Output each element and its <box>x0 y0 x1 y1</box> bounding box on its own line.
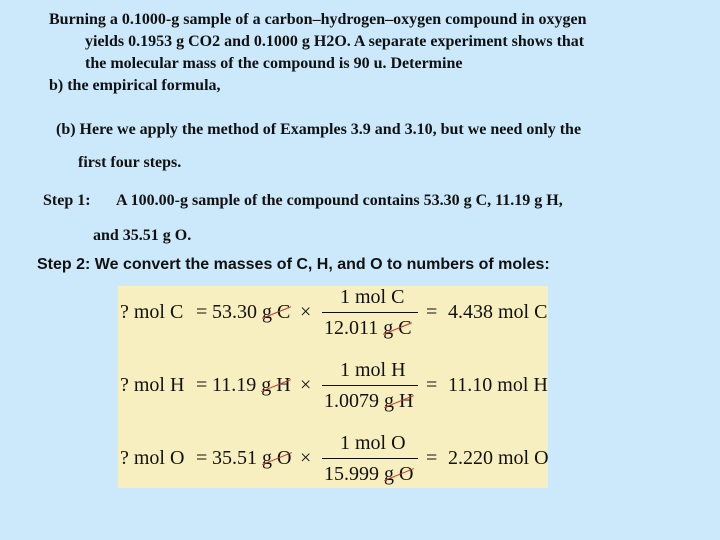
equals-sign: = <box>196 374 208 396</box>
equation-hydrogen <box>118 359 548 429</box>
mass-value: 11.19 g H <box>212 374 291 396</box>
mass-value: 35.51 g O <box>212 447 292 469</box>
equals-sign: = <box>426 301 438 323</box>
cancelled-unit: g C <box>383 317 412 339</box>
problem-line-4: b) the empirical formula, <box>49 77 221 94</box>
problem-line-3: the molecular mass of the compound is 90 u. Determine <box>85 55 463 72</box>
equation-oxygen <box>118 432 548 502</box>
intro-line-1: (b) Here we apply the method of Examples 3.9 and 3.10, but we need only the <box>56 121 582 138</box>
equals-sign: = <box>196 301 208 323</box>
intro-line-2: first four steps. <box>78 154 182 171</box>
problem-line-2: yields 0.1953 g CO2 and 0.1000 g H2O. A separate experiment shows that <box>85 33 585 50</box>
step1-label: Step 1: <box>43 192 91 209</box>
equation-panel <box>118 286 548 488</box>
lhs: ? mol H <box>120 374 185 396</box>
times-sign: × <box>300 374 312 396</box>
equals-sign: = <box>426 374 438 396</box>
denominator: 15.999 g O <box>324 463 414 485</box>
lhs: ? mol O <box>120 447 185 469</box>
cancelled-unit: g H <box>261 374 291 396</box>
denominator: 1.0079 g H <box>324 390 414 412</box>
fraction-bar <box>322 312 418 313</box>
result: 11.10 mol H <box>448 374 548 396</box>
cancelled-unit: g H <box>384 390 414 412</box>
step2-text: Step 2: We convert the masses of C, H, and O to numbers of moles: <box>37 256 550 273</box>
step1-line-1: A 100.00-g sample of the compound contains 53.30 g C, 11.19 g H, <box>116 192 563 209</box>
numerator: 1 mol H <box>340 359 406 381</box>
denominator: 12.011 g C <box>324 317 412 339</box>
cancelled-unit: g C <box>262 301 291 323</box>
cancelled-unit: g O <box>384 463 414 485</box>
mass-value: 53.30 g C <box>212 301 291 323</box>
result: 2.220 mol O <box>448 447 549 469</box>
problem-line-1: Burning a 0.1000-g sample of a carbon–hydrogen–oxygen compound in oxygen <box>49 11 587 28</box>
numerator: 1 mol C <box>340 286 405 308</box>
equals-sign: = <box>196 447 208 469</box>
equals-sign: = <box>426 447 438 469</box>
step1-line-2: and 35.51 g O. <box>93 227 192 244</box>
fraction-bar <box>322 385 418 386</box>
times-sign: × <box>300 447 312 469</box>
times-sign: × <box>300 301 312 323</box>
cancelled-unit: g O <box>262 447 292 469</box>
result: 4.438 mol C <box>448 301 548 323</box>
fraction-bar <box>322 458 418 459</box>
equation-carbon <box>118 286 548 356</box>
lhs: ? mol C <box>120 301 184 323</box>
numerator: 1 mol O <box>340 432 406 454</box>
